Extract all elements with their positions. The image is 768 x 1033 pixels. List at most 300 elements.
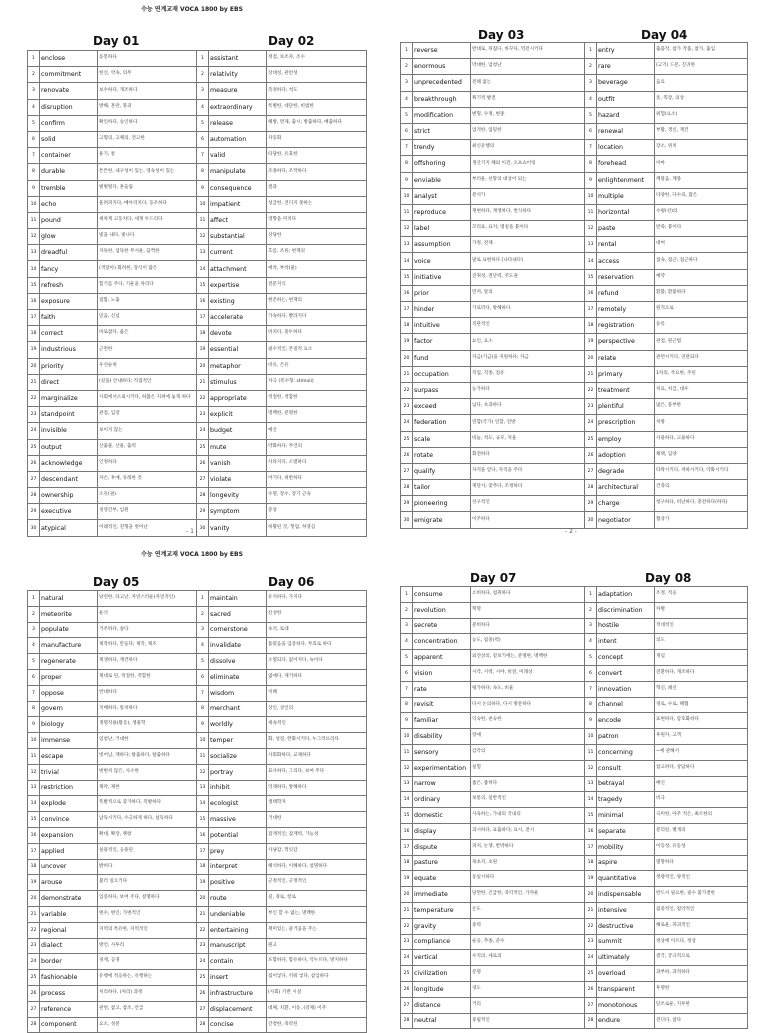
row-number: 14	[197, 796, 209, 812]
vocab-word: worldly	[209, 717, 267, 733]
vocab-meaning: 비유, 은유	[267, 358, 367, 374]
vocab-row	[401, 681, 585, 697]
vocab-word: endure	[597, 1013, 655, 1029]
vocab-meaning: 자동화	[267, 131, 367, 147]
vocab-word: violate	[209, 471, 267, 487]
row-number: 24	[28, 423, 40, 439]
vocab-meaning: 퍼져, 논쟁, 반박하다	[471, 839, 585, 855]
row-number: 22	[28, 390, 40, 406]
row-number: 29	[197, 504, 209, 520]
vocab-row	[28, 115, 197, 131]
vocab-word: appropriate	[209, 390, 267, 406]
row-number: 17	[28, 310, 40, 326]
row-number: 17	[401, 302, 413, 318]
vocab-row	[197, 685, 367, 701]
vocab-word: priority	[40, 358, 98, 374]
row-number: 1	[28, 591, 40, 607]
vocab-row	[197, 99, 367, 115]
vocab-row	[28, 922, 197, 938]
vocab-word: minimal	[597, 808, 655, 824]
vocab-word: temper	[209, 733, 267, 749]
vocab-row	[28, 654, 197, 670]
vocab-row	[401, 253, 585, 269]
row-number: 6	[585, 665, 597, 681]
vocab-meaning: 헌신, 약속, 의무	[98, 67, 197, 83]
row-number: 25	[401, 431, 413, 447]
vocab-row	[197, 827, 367, 843]
vocab-word: descendant	[40, 471, 98, 487]
vocab-row	[401, 43, 585, 59]
vocab-row	[197, 342, 367, 358]
book-header: 수능 연계교재 VOCA 1800 by EBS	[141, 6, 243, 13]
vocab-meaning: 환불; 환불하다	[655, 285, 748, 301]
row-number: 7	[401, 681, 413, 697]
vocab-word: commitment	[40, 67, 98, 83]
row-number: 12	[197, 764, 209, 780]
row-number: 11	[401, 744, 413, 760]
vocab-word: meteorite	[40, 606, 98, 622]
vocab-meaning: 제대로 된, 적절한, 적합한	[98, 669, 197, 685]
vocab-meaning: 부인 할 수 없는, 명백한	[267, 906, 367, 922]
vocab-meaning: 증상	[267, 504, 367, 520]
vocab-word: standpoint	[40, 407, 98, 423]
row-number: 24	[197, 954, 209, 970]
vocab-meaning: 운석	[98, 606, 197, 622]
vocab-meaning: 벗어남, 재하다; 탈출하다, 탈출하다	[98, 748, 197, 764]
vocab-meaning: 빛을 내다, 빛나다	[98, 229, 197, 245]
vocab-row	[585, 1013, 748, 1029]
row-number: 11	[28, 748, 40, 764]
vocab-meaning: 요소, 성분	[98, 1017, 197, 1033]
vocab-meaning: 좁은, 좁히다	[471, 776, 585, 792]
vocab-meaning: 진취성, 결단력, 주도권	[471, 269, 585, 285]
vocab-row	[585, 665, 748, 681]
row-number: 23	[28, 938, 40, 954]
vocab-meaning: 조종하다, 조작하다	[267, 164, 367, 180]
vocab-meaning: 수명, 장수, 장기 근속	[267, 488, 367, 504]
vocab-row	[401, 366, 585, 382]
vocab-meaning: 거주하다, 살다	[98, 622, 197, 638]
row-number: 4	[401, 634, 413, 650]
row-number: 9	[28, 717, 40, 733]
vocab-meaning: 결국, 궁극적으로	[655, 950, 748, 966]
vocab-meaning: 타락시키다, 저하시키다, 악화시키다	[655, 463, 748, 479]
row-number: 9	[401, 713, 413, 729]
vocab-row	[28, 51, 197, 67]
vocab-meaning: 방언, 사투리	[98, 938, 197, 954]
vocab-meaning: 먼저, 앞의	[471, 285, 585, 301]
vocab-row	[197, 471, 367, 487]
row-number: 15	[585, 808, 597, 824]
vocab-meaning: 대여	[655, 237, 748, 253]
row-number: 2	[197, 606, 209, 622]
vocab-meaning: 경영간부, 임원	[98, 504, 197, 520]
vocab-word: disruption	[40, 99, 98, 115]
vocab-meaning: 열망하다	[655, 855, 748, 871]
row-number: 27	[585, 463, 597, 479]
vocab-meaning: 분비하다	[471, 618, 585, 634]
vocab-word: location	[597, 140, 655, 156]
vocab-meaning: 개념	[655, 650, 748, 666]
row-number: 16	[401, 285, 413, 301]
vocab-word: proper	[40, 669, 98, 685]
vocab-meaning: 자손, 후예, 유래한 것	[98, 471, 197, 487]
vocab-row	[197, 51, 367, 67]
vocab-meaning: 과시하다, 표출하다; 표시, 전시	[471, 823, 585, 839]
vocab-word: remotely	[597, 302, 655, 318]
vocab-meaning: 순응, 추종, 준수	[471, 934, 585, 950]
vocab-row	[28, 875, 197, 891]
vocab-word: dispute	[413, 839, 471, 855]
row-number: 14	[197, 261, 209, 277]
vocab-word: invisible	[40, 423, 98, 439]
vocab-word: sacred	[209, 606, 267, 622]
vocab-meaning: 거리	[471, 997, 585, 1013]
vocab-row	[401, 650, 585, 666]
vocab-word: primary	[597, 366, 655, 382]
vocab-row	[401, 269, 585, 285]
vocab-word: border	[40, 954, 98, 970]
vocab-row	[401, 744, 585, 760]
row-number: 28	[28, 1017, 40, 1033]
row-number: 23	[585, 934, 597, 950]
vocab-meaning: 성급한, 견디지 못하는	[267, 196, 367, 212]
vocab-word: dissolve	[209, 654, 267, 670]
vocab-word: reverse	[413, 43, 471, 59]
day-title: Day 04	[641, 28, 688, 42]
row-number: 3	[28, 622, 40, 638]
vocab-word: merchant	[209, 701, 267, 717]
row-number: 23	[28, 407, 40, 423]
row-number: 2	[197, 67, 209, 83]
row-number: 15	[197, 277, 209, 293]
row-number: 19	[401, 871, 413, 887]
vocab-meaning: ~에 관해서	[655, 744, 748, 760]
vocab-word: paste	[597, 221, 655, 237]
vocab-word: ultimately	[597, 950, 655, 966]
row-number: 18	[401, 855, 413, 871]
vocab-meaning: 원고	[267, 938, 367, 954]
row-number: 1	[585, 587, 597, 603]
row-number: 27	[197, 471, 209, 487]
vocab-word: multiple	[597, 188, 655, 204]
vocab-word: inhibit	[209, 780, 267, 796]
vocab-word: valid	[209, 148, 267, 164]
vocab-word: vision	[413, 665, 471, 681]
vocab-word: exposure	[40, 293, 98, 309]
row-number: 28	[401, 1013, 413, 1029]
vocab-row	[28, 717, 197, 733]
vocab-meaning: 가속하다, 빨라지다	[267, 310, 367, 326]
vocab-meaning: 우선순위	[98, 358, 197, 374]
vocab-meaning: (색달아) 화려한, 장식이 많은	[98, 261, 197, 277]
row-number: 8	[28, 701, 40, 717]
vocab-row	[585, 760, 748, 776]
row-number: 13	[28, 780, 40, 796]
vocab-table	[196, 590, 367, 1033]
row-number: 5	[585, 650, 597, 666]
row-number: 11	[401, 204, 413, 220]
vocab-word: maintain	[209, 591, 267, 607]
vocab-row	[197, 970, 367, 986]
vocab-row	[197, 390, 367, 406]
vocab-row	[197, 938, 367, 954]
vocab-row	[28, 439, 197, 455]
row-number: 15	[585, 269, 597, 285]
vocab-meaning: 경로, 수로, 해협	[655, 697, 748, 713]
row-number: 21	[585, 366, 597, 382]
vocab-meaning: 소멸되다, 없어지다, 녹이다	[267, 654, 367, 670]
vocab-word: scale	[413, 431, 471, 447]
vocab-row	[585, 204, 748, 220]
vocab-row	[28, 843, 197, 859]
row-number: 5	[197, 654, 209, 670]
vocab-row	[401, 839, 585, 855]
vocab-word: temperature	[413, 902, 471, 918]
day-title: Day 01	[93, 34, 140, 48]
vocab-row	[28, 906, 197, 922]
row-number: 7	[28, 148, 40, 164]
vocab-row	[28, 67, 197, 83]
vocab-word: refund	[597, 285, 655, 301]
vocab-meaning: 힘기를 주다, 기운을 차리다	[98, 277, 197, 293]
vocab-row	[585, 221, 748, 237]
vocab-word: registration	[597, 318, 655, 334]
vocab-row	[401, 188, 585, 204]
row-number: 8	[585, 697, 597, 713]
row-number: 11	[197, 748, 209, 764]
row-number: 23	[401, 399, 413, 415]
vocab-row	[401, 415, 585, 431]
vocab-row	[197, 654, 367, 670]
vocab-meaning: 튼튼한, 내구성이 있는, 영속성이 있는	[98, 164, 197, 180]
vocab-row	[585, 172, 748, 188]
row-number: 27	[197, 1001, 209, 1017]
vocab-word: beverage	[597, 75, 655, 91]
vocab-word: regenerate	[40, 654, 98, 670]
vocab-row	[401, 823, 585, 839]
vocab-row	[197, 906, 367, 922]
vocab-row	[197, 261, 367, 277]
vocab-meaning: 평가하다; 속도, 비율	[471, 681, 585, 697]
vocab-word: breakthrough	[413, 91, 471, 107]
vocab-word: degrade	[597, 463, 655, 479]
row-number: 2	[401, 59, 413, 75]
row-number: 9	[28, 180, 40, 196]
vocab-row	[401, 760, 585, 776]
row-number: 3	[401, 618, 413, 634]
vocab-row	[585, 823, 748, 839]
row-number: 20	[28, 891, 40, 907]
vocab-meaning: 외견상의, 겉보기에는, 분명한, 명백한	[471, 650, 585, 666]
vocab-meaning: 틀렸음을 입증하다, 무효로 하다	[267, 638, 367, 654]
vocab-meaning: 확인하다, 승인하다	[98, 115, 197, 131]
vocab-row	[197, 669, 367, 685]
vocab-row	[401, 221, 585, 237]
vocab-row	[197, 812, 367, 828]
row-number: 24	[197, 423, 209, 439]
vocab-word: adoption	[597, 447, 655, 463]
row-number: 6	[401, 665, 413, 681]
row-number: 19	[401, 334, 413, 350]
vocab-meaning: 재미있는, 즐거움을 주는	[267, 922, 367, 938]
vocab-word: offshoring	[413, 156, 471, 172]
vocab-meaning: 극미한, 아주 적은, 최소한의	[655, 808, 748, 824]
day-title: Day 02	[268, 34, 315, 48]
row-number: 3	[585, 75, 597, 91]
row-number: 27	[28, 1001, 40, 1017]
page-number: - 1 -	[186, 528, 198, 535]
vocab-row	[28, 859, 197, 875]
vocab-meaning: 혁명	[471, 602, 585, 618]
row-number: 5	[401, 650, 413, 666]
vocab-row	[28, 455, 197, 471]
vocab-meaning: 정점, 보조자, 조수	[267, 51, 367, 67]
row-number: 26	[28, 985, 40, 1001]
row-number: 17	[197, 843, 209, 859]
vocab-row	[585, 140, 748, 156]
row-number: 8	[585, 156, 597, 172]
vocab-row	[585, 399, 748, 415]
vocab-meaning: 분리된, 별개의	[655, 823, 748, 839]
vocab-meaning: 재생하다, 재건하다	[98, 654, 197, 670]
vocab-meaning: 반대로, 뒤집다, 바꾸다, 역전시키다	[471, 43, 585, 59]
vocab-row	[28, 83, 197, 99]
vocab-meaning: 용기, 통	[98, 148, 197, 164]
vocab-word: relativity	[209, 67, 267, 83]
vocab-word: renovate	[40, 83, 98, 99]
row-number: 10	[28, 196, 40, 212]
vocab-word: invalidate	[209, 638, 267, 654]
vocab-word: manuscript	[209, 938, 267, 954]
vocab-word: attachment	[209, 261, 267, 277]
vocab-meaning: 결과	[267, 180, 367, 196]
vocab-word: symptom	[209, 504, 267, 520]
vocab-meaning: 상인, 상인의	[267, 701, 367, 717]
row-number: 23	[197, 407, 209, 423]
vocab-row	[28, 520, 197, 536]
vocab-meaning: 사라지다, 소멸하다	[267, 455, 367, 471]
row-number: 30	[28, 520, 40, 536]
row-number: 7	[197, 685, 209, 701]
vocab-row	[401, 997, 585, 1013]
vocab-meaning: 회전하다	[471, 447, 585, 463]
vocab-meaning: 당면한, 긴급한, 즉각적인, 가까운	[471, 887, 585, 903]
row-number: 28	[585, 1013, 597, 1029]
row-number: 26	[401, 447, 413, 463]
row-number: 21	[197, 374, 209, 390]
row-number: 4	[585, 91, 597, 107]
vocab-word: manufacture	[40, 638, 98, 654]
vocab-row	[28, 326, 197, 342]
row-number: 12	[28, 229, 40, 245]
row-number: 14	[28, 261, 40, 277]
vocab-word: interpret	[209, 859, 267, 875]
vocab-meaning: 획기적 발전	[471, 91, 585, 107]
vocab-meaning: 세속적인	[267, 717, 367, 733]
vocab-row	[585, 918, 748, 934]
row-number: 10	[197, 733, 209, 749]
vocab-word: overload	[597, 966, 655, 982]
vocab-word: indispensable	[597, 887, 655, 903]
row-number: 12	[585, 221, 597, 237]
vocab-row	[28, 970, 197, 986]
vocab-word: surpass	[413, 382, 471, 398]
vocab-row	[28, 827, 197, 843]
row-number: 18	[585, 318, 597, 334]
row-number: 16	[28, 827, 40, 843]
row-number: 13	[401, 776, 413, 792]
vocab-meaning: 보수하다, 개조하다	[98, 83, 197, 99]
vocab-word: infrastructure	[209, 985, 267, 1001]
vocab-meaning: 말로 표현하다 [나타내다]	[471, 253, 585, 269]
vocab-word: govern	[40, 701, 98, 717]
vocab-meaning: 벌벌떨다, 흔들림	[98, 180, 197, 196]
vocab-meaning: 자격을 얻다, 자격을 주다	[471, 463, 585, 479]
vocab-word: strict	[413, 123, 471, 139]
vocab-word: analyst	[413, 188, 471, 204]
row-number: 6	[28, 669, 40, 685]
vocab-row	[401, 318, 585, 334]
vocab-row	[401, 512, 585, 528]
vocab-meaning: 관점, 원근법	[655, 334, 748, 350]
vocab-word: federation	[413, 415, 471, 431]
vocab-word: portray	[209, 764, 267, 780]
vocab-word: initiative	[413, 269, 471, 285]
vocab-meaning: 온도	[471, 902, 585, 918]
vocab-meaning: 비늘, 척도, 규모, 저울	[471, 431, 585, 447]
vocab-word: ownership	[40, 488, 98, 504]
vocab-row	[401, 75, 585, 91]
vocab-meaning: 전문지식	[267, 277, 367, 293]
vocab-word: fund	[413, 350, 471, 366]
vocab-word: entry	[597, 43, 655, 59]
vocab-row	[197, 277, 367, 293]
vocab-word: consequence	[209, 180, 267, 196]
vocab-meaning: 출품작, 참가 작품, 참가, 출입	[655, 43, 748, 59]
row-number: 14	[401, 253, 413, 269]
vocab-word: displacement	[209, 1001, 267, 1017]
row-number: 1	[28, 51, 40, 67]
vocab-row	[28, 180, 197, 196]
vocab-word: emigrate	[413, 512, 471, 528]
vocab-word: concise	[209, 1017, 267, 1033]
row-number: 28	[401, 480, 413, 496]
vocab-row	[28, 407, 197, 423]
vocab-word: confirm	[40, 115, 98, 131]
row-number: 11	[28, 212, 40, 228]
row-number: 24	[28, 954, 40, 970]
vocab-word: ecologist	[209, 796, 267, 812]
row-number: 24	[585, 950, 597, 966]
vocab-row	[401, 776, 585, 792]
row-number: 8	[28, 164, 40, 180]
vocab-row	[197, 1001, 367, 1017]
book-header: 수능 연계교재 VOCA 1800 by EBS	[141, 551, 243, 558]
vocab-word: durable	[40, 164, 98, 180]
row-number: 10	[585, 188, 597, 204]
vocab-meaning: 등록	[655, 318, 748, 334]
vocab-word: summit	[597, 934, 655, 950]
vocab-row	[401, 350, 585, 366]
vocab-word: process	[40, 985, 98, 1001]
row-number: 25	[28, 970, 40, 986]
vocab-meaning: 협상가	[655, 512, 748, 528]
row-number: 1	[585, 43, 597, 59]
vocab-row	[401, 91, 585, 107]
vocab-word: compliance	[413, 934, 471, 950]
vocab-word: essential	[209, 342, 267, 358]
